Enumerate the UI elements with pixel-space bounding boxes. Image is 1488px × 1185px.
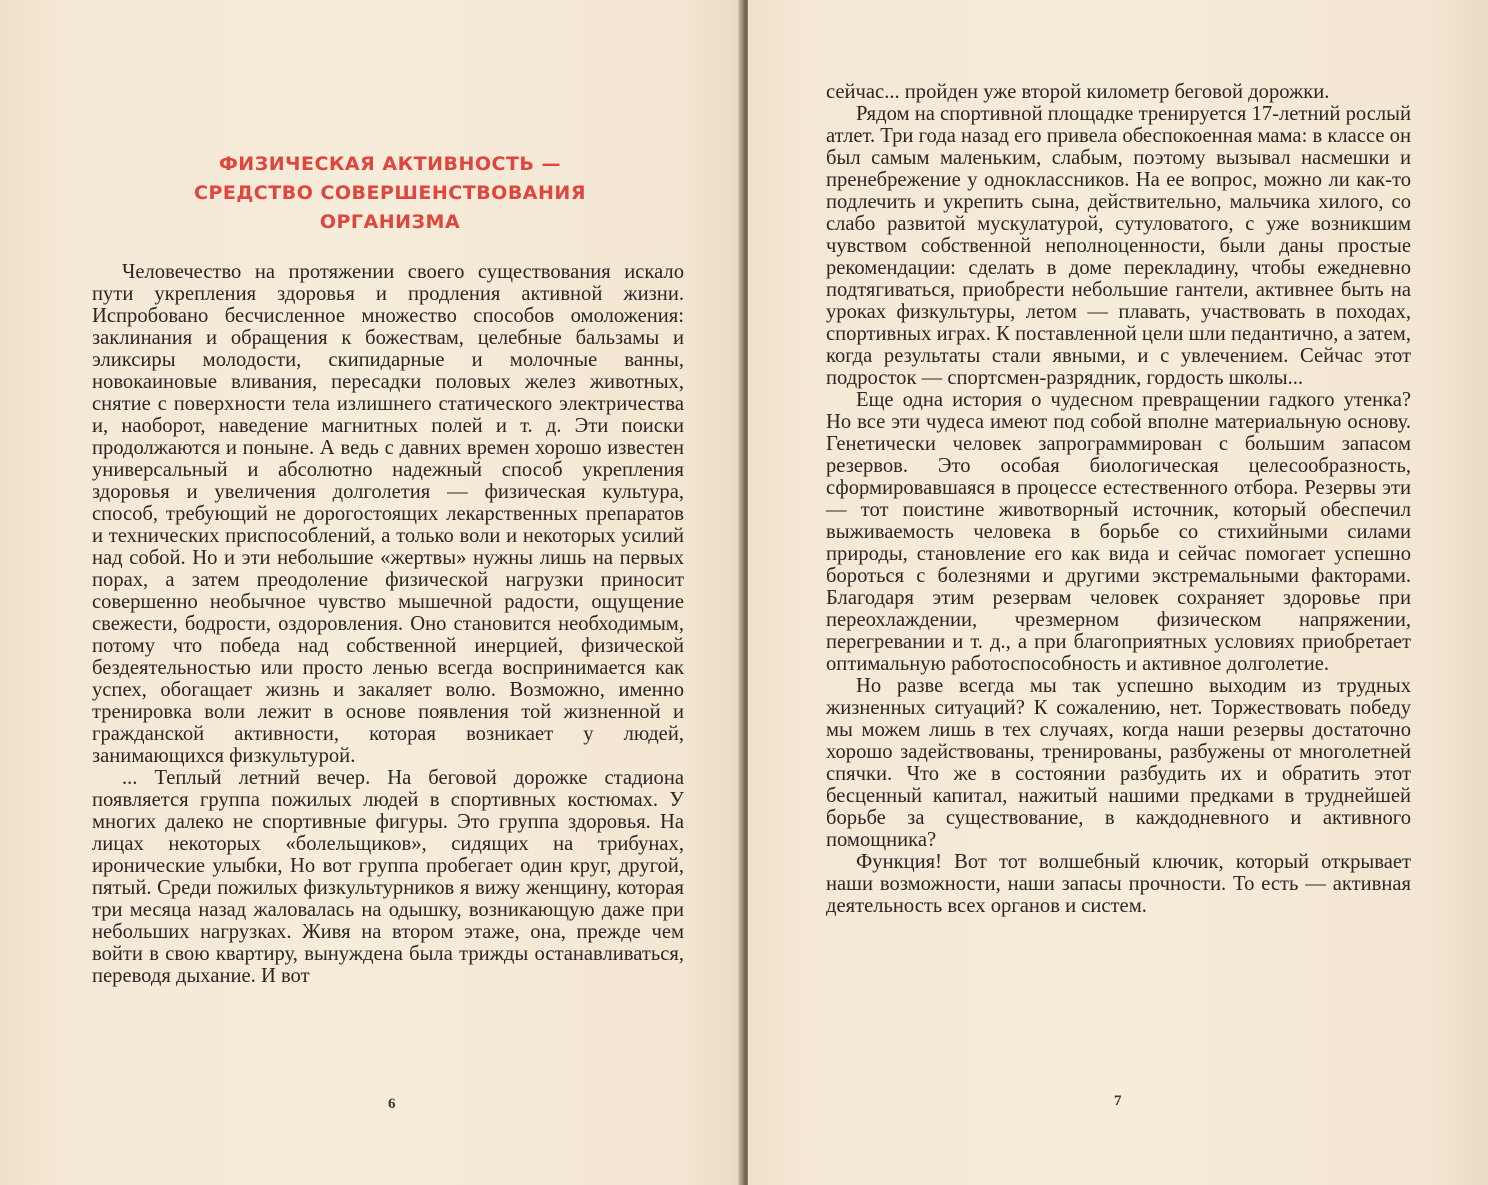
- left-page-body: [92, 261, 684, 987]
- paragraph: сейчас... пройден уже второй километр беговой дорожки.: [826, 81, 1330, 103]
- paragraph: Рядом на спортивной площадке тренируется 17-летний рослый атлет. Три года назад его привела обеспокоенная мама: в классе он был самым маленьким, слабым, поэтому вызывал насмешки и пренебрежение у одноклассников. На ее вопрос, можно ли как-то подлечить и укрепить сына, действительно, мальчика хилого, со слабо развитой мускулатурой, сутуловатого, с уже возникшим чувством собственной неполноценности, были даны простые рекомендации: сделать в доме перекладину, чтобы ежедневно подтягиваться, приобрести небольшие гантели, активнее быть на уроках физкультуры, летом — плавать, участвовать в походах, спортивных играх. К поставленной цели шли педантично, а затем, когда результаты стали явными, и с увлечением. Сейчас этот подросток — спортсмен-разрядник, гордость школы...: [826, 103, 1411, 389]
- paragraph: ... Теплый летний вечер. На беговой дорожке стадиона появляется группа пожилых людей в спортивных костюмах. У многих далеко не спортивные фигуры. Это группа здоровья. На лицах некоторых «болельщиков», сидящих на трибунах, иронические улыбки, Но вот группа пробегает один круг, другой, пятый. Среди пожилых физкультурников я вижу женщину, которая три месяца назад жаловалась на одышку, возникающую даже при небольших нагрузках. Живя на втором этаже, она, прежде чем войти в свою квартиру, вынуждена была трижды останавливаться, переводя дыхание. И вот: [92, 767, 684, 987]
- paragraph: Еще одна история о чудесном превращении гадкого утенка? Но все эти чудеса имеют под собой вполне материальную основу. Генетически человек запрограммирован с большим запасом резервов. Это особая биологическая целесообразность, сформировавшаяся в процессе естественного отбора. Резервы эти — тот поистине животворный источник, который обеспечил выживаемость человека в борьбе со стихийными силами природы, становление его как вида и сейчас помогает успешно бороться с болезнями и другими экстремальными факторами. Благодаря этим резервам человек сохраняет здоровье при переохлаждении, чрезмерном физическом напряжении, перегревании и т. д., а при благоприятных условиях приобретает оптимальную работоспособность и активное долголетие.: [826, 389, 1411, 675]
- right-page: [748, 0, 1488, 1185]
- chapter-heading-line: СРЕДСТВО СОВЕРШЕНСТВОВАНИЯ: [194, 182, 586, 204]
- paragraph: Человечество на протяжении своего существования искало пути укрепления здоровья и продления активной жизни. Испробовано бесчисленное множество способов омоложения: заклинания и обращения к божествам, целебные бальзамы и эликсиры молодости, скипидарные и молочные ванны, новокаиновые вливания, пересадки половых желез животных, снятие с поверхности тела излишнего статического электричества и, наоборот, наведение магнитных полей и т. д. Эти поиски продолжаются и поныне. А ведь с давних времен хорошо известен универсальный и абсолютно надежный способ укрепления здоровья и увеличения долголетия — физическая культура, способ, требующий не дорогостоящих лекарственных препаратов и технических приспособлений, а только воли и некоторых усилий над собой. Но и эти небольшие «жертвы» нужны лишь на первых порах, а затем преодоление физической нагрузки приносит совершенно необычное чувство мышечной радости, ощущение свежести, бодрости, оздоровления. Оно становится необходимым, потому что победа над собственной инерцией, физической бездеятельностью или просто ленью всегда воспринимается как успех, обогащает жизнь и закаляет волю. Возможно, именно тренировка воли лежит в основе появления той жизненной и гражданской активности, которая возникает у людей, занимающихся физкультурой.: [92, 261, 684, 767]
- chapter-heading: [120, 150, 660, 237]
- paragraph: Но разве всегда мы так успешно выходим из трудных жизненных ситуаций? К сожалению, нет. Торжествовать победу мы можем лишь в тех случаях, когда наши резервы достаточно хорошо задействованы, тренированы, разбужены от многолетней спячки. Что же в состоянии разбудить их и обратить этот бесценный капитал, нажитый нашими предками в труднейшей борьбе за существование, в каждодневного и активного помощника?: [826, 675, 1411, 851]
- page-number: 6: [388, 1096, 396, 1112]
- page-number: 7: [1114, 1093, 1122, 1109]
- chapter-heading-line: ФИЗИЧЕСКАЯ АКТИВНОСТЬ —: [218, 153, 562, 175]
- chapter-heading-line: ОРГАНИЗМА: [319, 211, 461, 233]
- left-page: [0, 0, 742, 1185]
- right-page-body: [826, 81, 1411, 917]
- paragraph: Функция! Вот тот волшебный ключик, который открывает наши возможности, наши запасы прочности. То есть — активная деятельность всех органов и систем.: [826, 851, 1411, 917]
